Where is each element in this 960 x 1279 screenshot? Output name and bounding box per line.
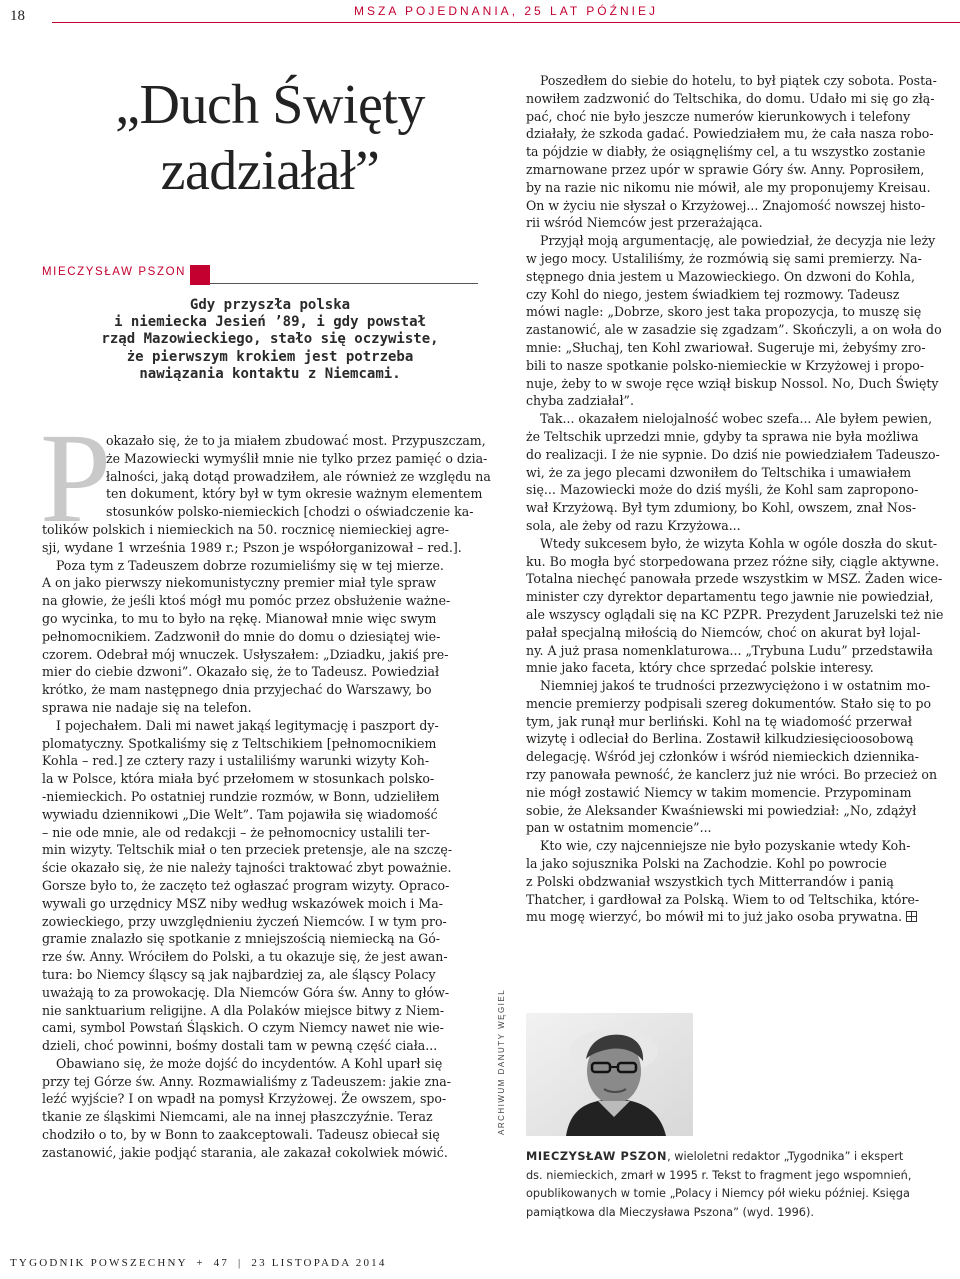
body-line: Poza tym z Tadeuszem dobrze rozumieliśmy się w tej mierze. xyxy=(56,557,444,573)
body-line: mnie: „Słuchaj, ten Kohl zwariował. Sugeruje mi, żebyśmy zro- xyxy=(526,339,926,355)
body-line: że Teltschik uprzedzi mnie, gdyby ta sprawa nie była możliwa xyxy=(526,428,919,444)
body-line: stosunków polsko-niemieckich [chodzi o oświadczenie ka- xyxy=(106,504,474,520)
body-line: ale wszyscy oglądali się na KC PZPR. Prezydent Jaruzelski też nie xyxy=(526,606,944,622)
body-line: Obawiano się, że może dojść do incydentów. A Kohl uparł się xyxy=(56,1055,443,1071)
body-line: zowieckiego, przy uwzględnieniu życzeń Niemców. I w tym pro- xyxy=(42,913,447,929)
body-line: rii wśród Niemców jest przerażająca. xyxy=(526,215,763,231)
body-line: rzy panowała pewność, że kanclerz już nie wróci. Bo przecież on xyxy=(526,767,938,783)
body-line: wał Krzyżową. Był tym zdumiony, bo Kohl, owszem, znał Nos- xyxy=(526,500,917,516)
article-title xyxy=(40,72,500,204)
body-line: z Polski obdzwaniał wszystkich tych Mitterrandów i panią xyxy=(526,873,894,889)
footer-divider-icon: | xyxy=(238,1257,243,1269)
body-line: okazało się, że to ja miałem zbudować most. Przypuszczam, xyxy=(106,433,486,448)
photo-caption xyxy=(526,1148,946,1222)
lead-line: Gdy przyszła polska xyxy=(189,297,351,313)
body-line: la w Polsce, która miała być przełomem w stosunkach polsko- xyxy=(42,771,435,787)
body-line: leźć wyjście? I on wpadł na pomysł Krzyżowej. Że owszem, spo- xyxy=(42,1091,447,1107)
body-line: nie mógł zostawić Niemcy w takim momencie. Przypominam xyxy=(526,784,912,800)
body-line: minister czy dyrektor departamentu tego jawnie nie powiedział, xyxy=(526,589,934,605)
body-line: nuje, żeby to w swoje ręce wziął biskup Nossol. No, Duch Święty xyxy=(526,375,939,391)
body-line: A on jako pierwszy niekomunistyczny premier miał tyle spraw xyxy=(42,575,437,591)
body-line: tolików polskich i niemieckich na 50. rocznicę niemieckiej agre- xyxy=(42,521,450,537)
footer-publication: TYGODNIK POWSZECHNY xyxy=(10,1257,188,1269)
body-line: do realizacji. I że nie sypnie. Do dziś nie powiedziałem Tadeuszo- xyxy=(526,446,940,462)
body-line: ny. A już prasa nomenklaturowa... „Trybuna Ludu” przedstawiła xyxy=(526,642,933,658)
header-rule xyxy=(52,22,960,23)
body-line: chyba zadziałał”. xyxy=(526,393,634,409)
body-line: krótko, że mam następnego dnia przyjechać do Warszawy, bo xyxy=(42,682,432,698)
body-line: Kto wie, czy najcenniejsze nie było pozyskanie wtedy Koh- xyxy=(540,838,911,854)
body-line: Totalna niechęć panowała przede wszystkim w MSZ. Żaden wice- xyxy=(526,571,943,587)
footer-date: 23 LISTOPADA 2014 xyxy=(251,1257,387,1269)
body-line: sobie, że Aleksander Kwaśniewski mi powiedział: „No, zdążył xyxy=(526,802,917,818)
body-line: uważają to za prowokację. Dla Niemców Góra św. Anny to głów- xyxy=(42,984,450,1000)
body-line: gramie znalazło się spotkanie z mniejszością niemiecką na Gó- xyxy=(42,931,441,947)
portrait-photo xyxy=(526,1013,693,1136)
body-line: sola, ale żeby od razu Krzyżowa... xyxy=(526,517,741,533)
footer-plus-icon: + xyxy=(196,1257,205,1269)
body-line: delegację. Wśród jej członków i wśród niemieckich dziennika- xyxy=(526,749,919,765)
body-line: wi, że za jego plecami dzwoniłem do Teltschika i umawiałem xyxy=(526,464,912,480)
body-line: Kohla – red.] ze cztery razy i ustaliliśmy warunki wizyty Koh- xyxy=(42,753,430,769)
body-line: wywiadu dziennikowi „Die Welt”. Tam pojawiła się wiadomość xyxy=(42,806,438,822)
body-line: -niemieckich. Po ostatniej rundzie rozmów, w Bonn, udzieliłem xyxy=(42,788,440,804)
body-line: w jego mocy. Ustaliliśmy, że rozmówią się sami premierzy. Na- xyxy=(526,250,922,266)
body-line: zmarnowane przez upór w sprawie Góry św. Anny. Poprosiłem, xyxy=(526,161,925,177)
body-line: działały, że szkoda gadać. Powiedziałem mu, że cała nasza robo- xyxy=(526,126,934,142)
body-line: nowiłem zadzwonić do Teltschika, do domu. Udało mi się go złą- xyxy=(526,90,935,106)
body-line: min wizyty. Teltschik miał o ten przeciek pretensje, ale na szczę- xyxy=(42,842,453,858)
body-line: pan w ostatnim momencie”... xyxy=(526,820,712,836)
body-line: tym, jak runął mur berliński. Kohl na tę wiadomość przerwał xyxy=(526,713,912,729)
body-line: ten dokument, który był w tym okresie ważnym elementem xyxy=(106,486,483,502)
body-line: czy Kohl do niego, jestem świadkiem tej rozmowy. Tadeusz xyxy=(526,286,900,302)
body-line: nie sanktuarium religijne. A dla Polaków miejsce bitwy z Niem- xyxy=(42,1002,445,1018)
caption-name: MIECZYSŁAW PSZON xyxy=(526,1150,668,1163)
body-line: zastanowić, jakie podjąć starania, ale zakazał cokolwiek mówić. xyxy=(42,1144,448,1160)
body-line: go wycinka, to mu to było na rękę. Mianował mnie więc swym xyxy=(42,610,437,626)
body-column-left xyxy=(42,432,491,1162)
body-line: pałał specjalną miłością do Niemców, choć on akurat był lojal- xyxy=(526,624,921,640)
body-line: Przyjął moją argumentację, ale powiedział, że decyzja nie leży xyxy=(540,233,936,249)
body-line: sji, wydane 1 września 1989 r.; Pszon je współorganizował – red.]. xyxy=(42,539,462,555)
body-column-right xyxy=(526,72,960,926)
body-line: mu mogę wierzyć, bo mówił mi to już jako osoba prywatna. xyxy=(526,908,960,926)
author-rule xyxy=(210,283,478,284)
body-line: że Mazowiecki wymyślił mnie nie tylko przez pamięć o dzia- xyxy=(106,450,488,466)
caption-text: pamiątkowa dla Mieczysława Pszona” (wyd. 1996). xyxy=(526,1205,814,1219)
body-line: wizytę i odleciał do Berlina. Zostawił kilkudziesięcioosobową xyxy=(526,731,914,747)
body-line: przy tej Górze św. Anny. Rozmawialiśmy z Tadeuszem: jakie zna- xyxy=(42,1073,452,1089)
body-line: mnie jako faceta, który chce sprzedać polskie interesy. xyxy=(526,660,874,676)
lead-line: że pierwszym krokiem jest potrzeba xyxy=(126,348,414,365)
body-line: rze św. Anny. Wróciłem do Polski, a tu okazuje się, że jest awan- xyxy=(42,949,448,965)
page-number: 18 xyxy=(10,8,25,24)
body-line: by na razie nic nikomu nie mówił, ale my proponujemy Kreisau. xyxy=(526,179,931,195)
lead-line: rząd Mazowieckiego, stało się oczywiste, xyxy=(101,331,439,348)
body-line: tura: bo Niemcy śląscy są jak najbardziej za, ale śląscy Polacy xyxy=(42,966,436,982)
body-line: się... Mazowiecki może do dziś myśli, że Kohl sam zapropono- xyxy=(526,482,919,498)
caption-text: ds. niemieckich, zmarł w 1995 r. Tekst to fragment jego wspomnień, xyxy=(526,1168,912,1182)
section-title: MSZA POJEDNANIA, 25 LAT PÓŹNIEJ xyxy=(354,4,658,18)
body-line: mencie premierzy podpisali szereg dokumentów. Stało się to po xyxy=(526,695,932,711)
body-line: dzieli, choć powinni, bośmy dostali tam w pewną część ciała... xyxy=(42,1038,438,1054)
body-line: pać, choć nie było jeszcze numerów kierunkowych i telefony xyxy=(526,108,911,124)
author-accent-block xyxy=(190,265,210,285)
body-line: bili to nasze spotkanie polsko-niemieckie w Krzyżowej i propo- xyxy=(526,357,925,373)
body-line: Niemniej jakoś te trudności przezwyciężono i w ostatnim mo- xyxy=(540,678,931,694)
title-line: zadziałał” xyxy=(160,140,380,202)
body-line: mier do ciebie dzwoni”. Okazało się, że to Tadeusz. Powiedział xyxy=(42,664,440,680)
body-line: I pojechałem. Dali mi nawet jakąś legitymację i paszport dy- xyxy=(56,717,439,733)
body-line: ście okazało się, że nie należy tajności traktować zbyt poważnie. xyxy=(42,860,452,876)
body-line: – nie ode mnie, ale od redakcji – że pełnomocnicy ustalili ter- xyxy=(42,824,431,840)
body-line: wywali go urzędnicy MSZ niby według wskazówek moich i Ma- xyxy=(42,895,444,911)
body-line: na głowie, że jeśli ktoś mógł mu pomóc przez obsłużenie ważne- xyxy=(42,593,451,609)
article-lead xyxy=(70,297,470,383)
body-line: czorem. Odebrał mój wnuczek. Usłyszałem: „Dziadku, jakiś pre- xyxy=(42,646,449,662)
footer-issue: 47 xyxy=(213,1257,230,1269)
body-line: tkanie ze śląskimi Niemcami, ale na innej płaszczyźnie. Teraz xyxy=(42,1109,433,1125)
body-line: sprawa nie nadaje się na telefon. xyxy=(42,699,252,715)
body-line: Thatcher, i gardłował za Polską. Wiem to od Teltschika, które- xyxy=(526,891,920,907)
author-photo xyxy=(526,1013,693,1136)
author-name: MIECZYSŁAW PSZON xyxy=(42,266,187,278)
lead-line: nawiązania kontaktu z Niemcami. xyxy=(139,365,401,382)
body-line: mówi nagle: „Dobrze, skoro jest taka propozycja, to muszę się xyxy=(526,304,922,320)
body-line: Poszedłem do siebie do hotelu, to był piątek czy sobota. Posta- xyxy=(540,73,937,88)
body-line: plomatyczny. Spotkaliśmy się z Teltschikiem [pełnomocnikiem xyxy=(42,735,437,751)
body-line: pełnomocnikiem. Zadzwonił do mnie do domu o dziesiątej wie- xyxy=(42,628,441,644)
caption-text: opublikowanych w tomie „Polacy i Niemcy pół wieku później. Księga xyxy=(526,1187,910,1201)
end-of-article-icon xyxy=(906,911,917,922)
body-line: la jako sojusznika Polski na Zachodzie. Kohl po powrocie xyxy=(526,856,887,872)
body-line: stępnego dnia jestem u Mazowieckiego. On dzwoni do Kohla, xyxy=(526,268,915,284)
body-line: Gorsze było to, że zaczęto też ogłaszać program wizyty. Opraco- xyxy=(42,877,450,893)
body-line: cami, symbol Powstań Śląskich. O czym Niemcy nawet nie wie- xyxy=(42,1020,444,1036)
body-line: łalności, jaką dotąd prowadziłem, ale również ze względu na xyxy=(106,468,491,484)
body-line: On w życiu nie słyszał o Krzyżowej... Znajomość nowszej histo- xyxy=(526,197,926,213)
body-line: ta pójdzie w diabły, że osiągnęliśmy cel, a tu wszystko zostanie xyxy=(526,144,926,160)
lead-line: i niemiecka Jesień ’89, i gdy powstał xyxy=(114,314,426,331)
drop-cap: P xyxy=(40,407,112,549)
body-line: Tak... okazałem nielojalność wobec szefa... Ale byłem pewien, xyxy=(540,411,933,427)
body-line: zastanowić, ale w zasadzie się zgadzam”. Skończyli, a on woła do xyxy=(526,322,942,338)
body-line: Wtedy sukcesem było, że wizyta Kohla w ogóle doszła do skut- xyxy=(540,535,938,551)
body-line: chodziło o to, by w Bonn to zaakceptowali. Tadeusz obiecał się xyxy=(42,1127,440,1143)
photo-credit: ARCHIWUM DANUTY WĘGIEL xyxy=(497,988,506,1135)
page-footer xyxy=(10,1257,387,1269)
title-line: „Duch Święty xyxy=(115,74,425,136)
caption-text: , wieloletni redaktor „Tygodnika” i ekspert xyxy=(667,1150,904,1163)
body-line: ku. Bo mogła być storpedowana przez różne siły, ciągle aktywne. xyxy=(526,553,940,569)
